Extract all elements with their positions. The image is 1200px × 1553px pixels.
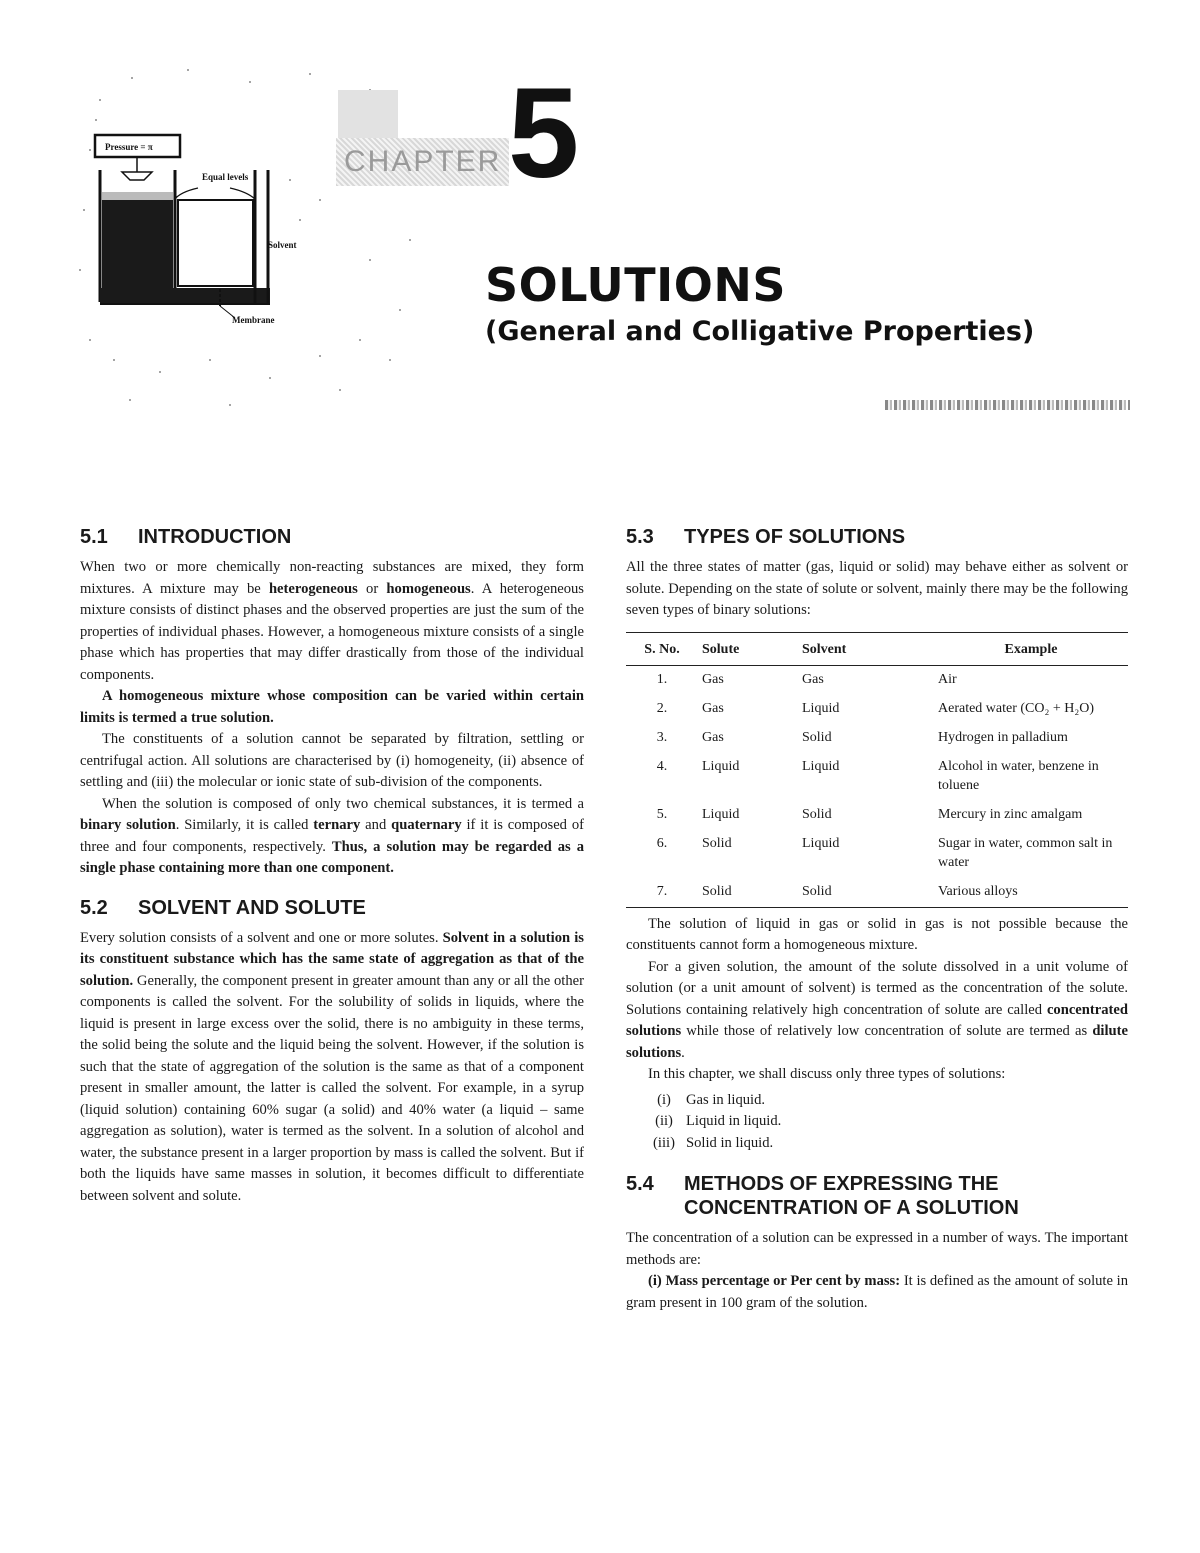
true-solution-definition: A homogeneous mixture whose composition can be varied within certain limits is termed a true solution. — [80, 688, 584, 726]
cell-solute: Solid — [702, 835, 732, 851]
section-number: 5.3 — [626, 526, 654, 548]
cell-sno: 3. — [656, 729, 668, 745]
section-title: SOLVENT AND SOLUTE — [138, 896, 366, 919]
list-text: Gas in liquid. — [686, 1091, 766, 1108]
section-title: TYPES OF SOLUTIONS — [684, 526, 906, 548]
right-column — [626, 525, 1128, 1314]
list-item — [642, 1133, 1128, 1155]
section-title: INTRODUCTION — [138, 526, 292, 548]
cell-solvent: Gas — [802, 671, 824, 687]
col-header-solvent: Solvent — [798, 632, 934, 665]
section-heading-5-4 — [626, 1172, 1128, 1220]
term-ternary: ternary — [313, 817, 361, 833]
figure-membrane-label: Membrane — [232, 315, 275, 325]
term-quaternary: quaternary — [391, 817, 462, 833]
cell-solvent: Solid — [802, 729, 832, 745]
solution-types-list — [626, 1090, 1128, 1155]
section-title-line-1: METHODS OF EXPRESSING THE — [684, 1173, 999, 1195]
table-row — [626, 878, 1128, 908]
term-heterogeneous: heterogeneous — [268, 580, 358, 597]
methods-intro: The concentration of a solution can be expressed in a number of ways. The important methods are: — [626, 1230, 1128, 1268]
chapter-number: 5 — [508, 62, 580, 205]
text-run: When two or more chemically non-reacting substances are mixed, they form mixtures. A mixture may be — [80, 559, 584, 597]
cell-example: Alcohol in water, benzene in toluene — [938, 758, 1099, 793]
list-text: Liquid in liquid. — [686, 1113, 782, 1129]
table-row — [626, 830, 1128, 878]
cell-solvent: Liquid — [802, 758, 840, 774]
section-heading-5-2 — [80, 896, 584, 920]
text-run: Every solution consists of a solvent and one or more solutes. — [80, 929, 443, 946]
col-header-example: Example — [934, 632, 1128, 665]
list-item — [642, 1111, 1128, 1133]
page-subtitle: (General and Colligative Properties) — [485, 316, 1035, 347]
text-run: . Similarly, it is called — [175, 817, 314, 833]
text-run: while those of relatively low concentration of solute are termed as — [681, 1023, 1093, 1039]
cell-example: Various alloys — [934, 878, 1128, 908]
not-possible-paragraph: The solution of liquid in gas or solid in gas is not possible because the constituents cannot form a homogeneous mixture. — [626, 915, 1128, 953]
osmosis-figure — [70, 60, 510, 420]
cell-example: Aerated water (CO₂ + H₂O) — [938, 700, 1095, 716]
term-concentrated-solutions: concentrated solutions — [626, 1001, 1128, 1039]
section-title-line-2: CONCENTRATION OF A SOLUTION — [684, 1197, 1019, 1219]
text-run: if it is composed of three and four components, respectively. — [80, 817, 584, 855]
section-heading-5-3 — [626, 525, 1128, 549]
cell-solvent: Solid — [798, 878, 934, 908]
chapter-word: CHAPTER — [336, 138, 509, 186]
text-run: . A heterogeneous mixture consists of distinct phases and the observed properties are just the sum of the properties of individual phases. However, a homogeneous mixture consists of a single phase which has properties that may differ drastically from those of the individual components. — [80, 580, 584, 683]
mass-percentage-paragraph — [626, 1271, 1128, 1314]
solvent-definition: Solvent in a solution is its constituent substance which has the same state of aggregation as that of the solution. — [80, 929, 584, 989]
cell-sno: 1. — [656, 671, 668, 687]
cell-sno: 5. — [656, 806, 668, 822]
intro-paragraph-4 — [80, 794, 584, 880]
cell-example: Hydrogen in palladium — [938, 729, 1068, 745]
cell-solute: Gas — [702, 671, 724, 687]
solvent-paragraph — [80, 928, 584, 1208]
text-run: . — [681, 1044, 685, 1061]
cell-sno: 7. — [626, 878, 698, 908]
decorative-bar — [885, 400, 1130, 410]
cell-solute: Solid — [698, 878, 798, 908]
text-run: and — [360, 817, 392, 833]
list-text: Solid in liquid. — [686, 1134, 774, 1151]
section-number: 5.2 — [80, 896, 108, 919]
list-marker: (ii) — [655, 1113, 673, 1129]
list-marker: (i) — [657, 1091, 671, 1108]
col-header-solute: Solute — [698, 632, 798, 665]
section-title — [684, 1172, 1019, 1220]
cell-solute: Liquid — [702, 806, 740, 822]
text-run: Generally, the component present in greater amount than any or all the other components is called the solvent. For the solubility of solids in liquids, where the liquid is present in large excess over the solid, there is no ambiguity in these terms, the solid being the solute and the liquid being the solvent. However, if the solution is such that the state of aggregation of the solution is the same as that of a component present in smaller amount, the latter is called the solvent. For example, in a syrup (liquid solution) containing 60% sugar (a solid) and 40% water (a liquid – same aggregation as solution), water is termed as the solvent. In a solution of alcohol and water, the substance present in a larger proportion by mass is called the solvent. But if both the liquids have same masses in solution, it becomes difficult to differentiate between solvent and solute. — [80, 972, 584, 1204]
table-row — [626, 801, 1128, 830]
cell-example: Sugar in water, common salt in water — [938, 835, 1113, 870]
left-column — [80, 525, 584, 1207]
intro-paragraph-3: The constituents of a solution cannot be separated by filtration, settling or centrifugal action. All solutions are characterised by (i) homogeneity, (ii) absence of settling and (iii) the molecular or ionic state of sub-division of the components. — [80, 731, 584, 790]
term-homogeneous: homogeneous — [386, 580, 471, 597]
term-mass-percentage: (i) Mass percentage or Per cent by mass: — [648, 1273, 901, 1289]
table-row — [626, 665, 1128, 695]
cell-example: Air — [938, 671, 957, 687]
section-number: 5.1 — [80, 526, 108, 548]
cell-sno: 2. — [656, 700, 668, 716]
types-intro: All the three states of matter (gas, liquid or solid) may behave either as solvent or solute. Depending on the state of solute or solvent, mainly there may be the following seven types of binary solutions: — [626, 559, 1128, 618]
text-run: When the solution is composed of only two chemical substances, it is termed a — [102, 795, 584, 812]
page-title: SOLUTIONS — [485, 258, 786, 312]
text-run: It is defined as the amount of solute in gram present in 100 gram of the solution. — [626, 1273, 1129, 1311]
list-marker: (iii) — [653, 1134, 675, 1151]
table-row — [626, 695, 1128, 724]
osmosis-diagram — [70, 60, 510, 420]
cell-solvent: Solid — [802, 806, 832, 822]
table-row — [626, 724, 1128, 753]
list-item — [642, 1090, 1128, 1112]
intro-paragraph-1 — [80, 557, 584, 686]
cell-solvent: Liquid — [802, 700, 840, 716]
cell-solute: Gas — [702, 729, 724, 745]
cell-sno: 4. — [656, 758, 668, 774]
solution-types-table — [626, 632, 1128, 908]
figure-equal-levels-label: Equal levels — [202, 172, 249, 182]
cell-sno: 6. — [656, 835, 668, 851]
single-phase-statement: Thus, a solution may be regarded as a single phase containing more than one component. — [80, 838, 584, 876]
text-run: or — [357, 580, 387, 597]
term-dilute-solutions: dilute solutions — [626, 1023, 1128, 1061]
text-run: For a given solution, the amount of the solute dissolved in a unit volume of solution (or a unit amount of solvent) is termed as the concentration of the solute. Solutions containing relatively high concentration of solute are called — [626, 958, 1128, 1018]
term-binary-solution: binary solution — [80, 817, 176, 833]
cell-solvent: Liquid — [802, 835, 840, 851]
cell-example: Mercury in zinc amalgam — [938, 806, 1083, 822]
concentration-paragraph — [626, 957, 1128, 1065]
chapter-scope-paragraph: In this chapter, we shall discuss only three types of solutions: — [648, 1066, 1006, 1082]
cell-solute: Liquid — [702, 758, 740, 774]
figure-solvent-label: Solvent — [268, 240, 297, 250]
section-heading-5-1 — [80, 525, 584, 549]
figure-pressure-label: Pressure = π — [105, 142, 153, 152]
section-number: 5.4 — [626, 1173, 654, 1195]
col-header-sno: S. No. — [626, 632, 698, 665]
table-row — [626, 753, 1128, 801]
cell-solute: Gas — [702, 700, 724, 716]
table-header-row — [626, 632, 1128, 665]
